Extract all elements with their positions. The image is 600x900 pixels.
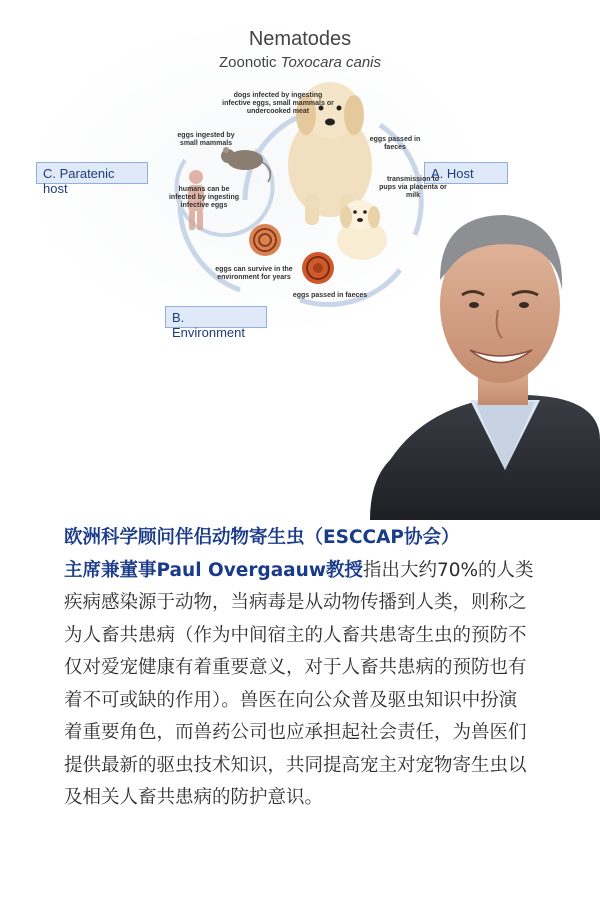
note-eggs-survive: eggs can survive in the environment for years xyxy=(215,266,293,281)
diagram-subtitle xyxy=(0,54,600,71)
egg-faeces-illustration xyxy=(302,252,334,284)
note-humans-infected: humans can be infected by ingesting infective eggs xyxy=(168,186,239,209)
note-eggs-passed-bottom: eggs passed in faeces xyxy=(292,292,368,299)
note-dogs-infected: dogs infected by ingesting infective eggs, small mammals or undercooked meat xyxy=(222,92,334,115)
egg-environment-illustration xyxy=(249,224,281,256)
note-eggs-passed-top: eggs passed in faeces xyxy=(369,136,421,151)
highlight-line-2: 主席兼董事Paul Overgaauw教授 xyxy=(64,559,363,581)
note-eggs-ingested: eggs ingested by small mammals xyxy=(177,132,235,147)
article-body: 指出大约70%的人类疾病感染源于动物，当病毒是从动物传播到人类，则称之为人畜共患病（作为中间宿主的人畜共患寄生虫的预防不仅对爱宠健康有着重要意义，对于人畜共患病的预防也有着不可或缺的作用）。兽医在向公众普及驱虫知识中扮演着重要角色，而兽药公司也应承担起社会责任，为兽医们提供最新的驱虫技术知识，共同提高宠主对宠物寄生虫以及相关人畜共患病的防护意识。 xyxy=(64,559,534,808)
note-transmission: transmission to pups via placenta or milk xyxy=(379,176,447,199)
label-environment: B. Environment xyxy=(165,306,267,328)
label-host: A. Host xyxy=(424,162,508,184)
subtitle-species: Toxocara canis xyxy=(280,54,382,71)
subtitle-prefix: Zoonotic xyxy=(218,54,281,71)
diagram-title: Nematodes xyxy=(248,28,352,50)
article-paragraph xyxy=(64,522,534,815)
label-paratenic-host: C. Paratenic host xyxy=(36,162,148,184)
highlight-line-1: 欧洲科学顾问伴侣动物寄生虫（ESCCAP协会） xyxy=(64,527,460,548)
